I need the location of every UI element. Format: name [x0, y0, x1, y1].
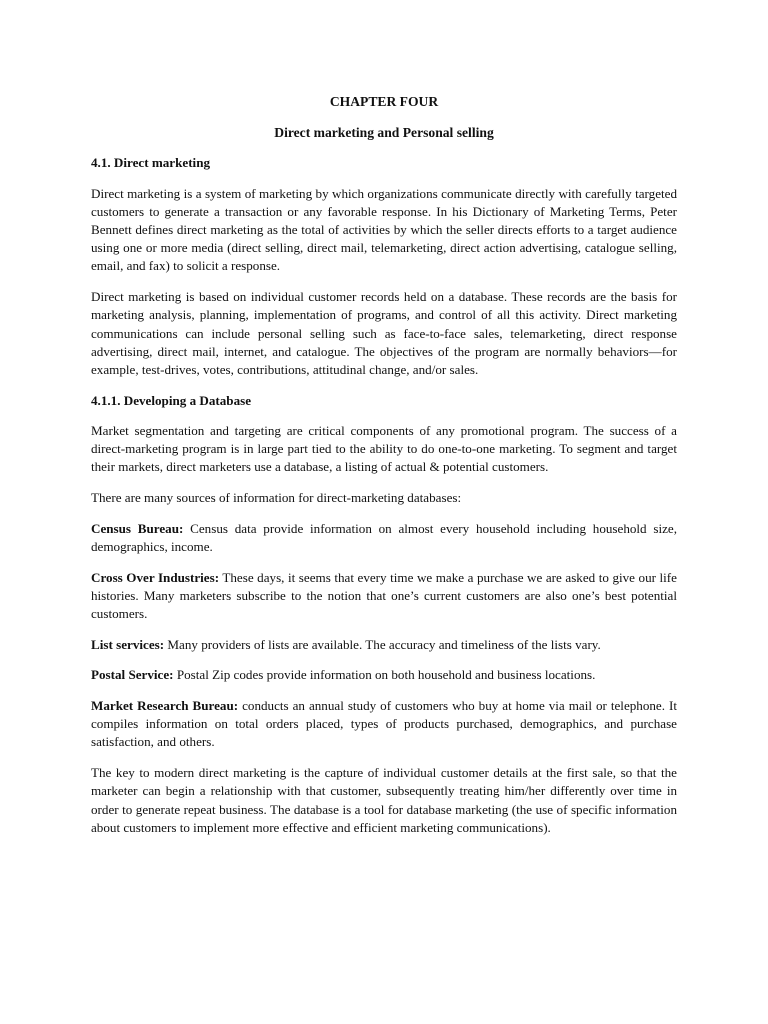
- paragraph-key-to-direct-marketing: The key to modern direct marketing is the capture of individual customer details at the first sale, so that the marketer can begin a relationship with that customer, subsequently treating him/her differently over time in order to generate repeat business. The database is a tool for database marketing (the use of specific information about customers to implement more effective and efficient marketing communications).: [91, 765, 677, 835]
- source-census-bureau: [91, 520, 677, 556]
- source-term: Cross Over Industries:: [91, 569, 220, 585]
- chapter-label: CHAPTER FOUR: [329, 94, 439, 109]
- source-postal-service: [91, 666, 677, 684]
- paragraph-segmentation: Market segmentation and targeting are critical components of any promotional program. The success of a direct-marketing program is in large part tied to the ability to do one-to-one marketing. To segment and target their markets, direct marketers use a database, a listing of actual & potential customers.: [91, 422, 677, 475]
- source-market-research-bureau: [91, 697, 677, 752]
- subsection-heading: 4.1.1. Developing a Database: [91, 392, 252, 408]
- source-term: List services:: [91, 636, 165, 652]
- source-list-services: [91, 636, 677, 654]
- source-text: conducts an annual study of customers who buy at home via mail or telephone. It compiles information on total orders placed, types of products purchased, demographics, and purchase satisfaction, and others.: [91, 698, 677, 750]
- source-cross-over-industries: [91, 569, 677, 624]
- source-text: These days, it seems that every time we make a purchase we are asked to give our life histories. Many marketers subscribe to the notion that one’s current customers are also one’s best potential customers.: [91, 569, 677, 621]
- page-title: Direct marketing and Personal selling: [274, 125, 494, 141]
- paragraph-database-basis: Direct marketing is based on individual customer records held on a database. These records are the basis for marketing analysis, planning, implementation of programs, and control of all this activity. Direct marketing communications can include personal selling such as face-to-face sales, telemarketing, direct response advertising, direct mail, internet, and catalogue. The objectives of the program are normally behaviors—for example, test-drives, votes, contributions, attitudinal change, and/or sales.: [91, 289, 677, 377]
- document-page: [91, 93, 677, 850]
- source-term: Postal Service:: [91, 667, 174, 683]
- paragraph-sources-intro: There are many sources of information for direct-marketing databases:: [91, 489, 462, 505]
- source-term: Market Research Bureau:: [91, 698, 239, 714]
- paragraph-direct-marketing-definition: Direct marketing is a system of marketing by which organizations communicate directly with carefully targeted customers to generate a transaction or any favorable response. In his Dictionary of Marketing Terms, Peter Bennett defines direct marketing as the total of activities by which the seller directs efforts to a target audience using one or more media (direct selling, direct mail, telemarketing, direct action advertising, catalogue selling, email, and fax) to solicit a response.: [91, 185, 677, 274]
- source-text: Postal Zip codes provide information on both household and business locations.: [173, 667, 596, 683]
- source-text: Census data provide information on almost every household including household size, demographics, income.: [91, 520, 677, 554]
- source-text: Many providers of lists are available. The accuracy and timeliness of the lists vary.: [164, 636, 601, 652]
- source-term: Census Bureau:: [91, 520, 184, 536]
- section-heading: 4.1. Direct marketing: [91, 155, 211, 171]
